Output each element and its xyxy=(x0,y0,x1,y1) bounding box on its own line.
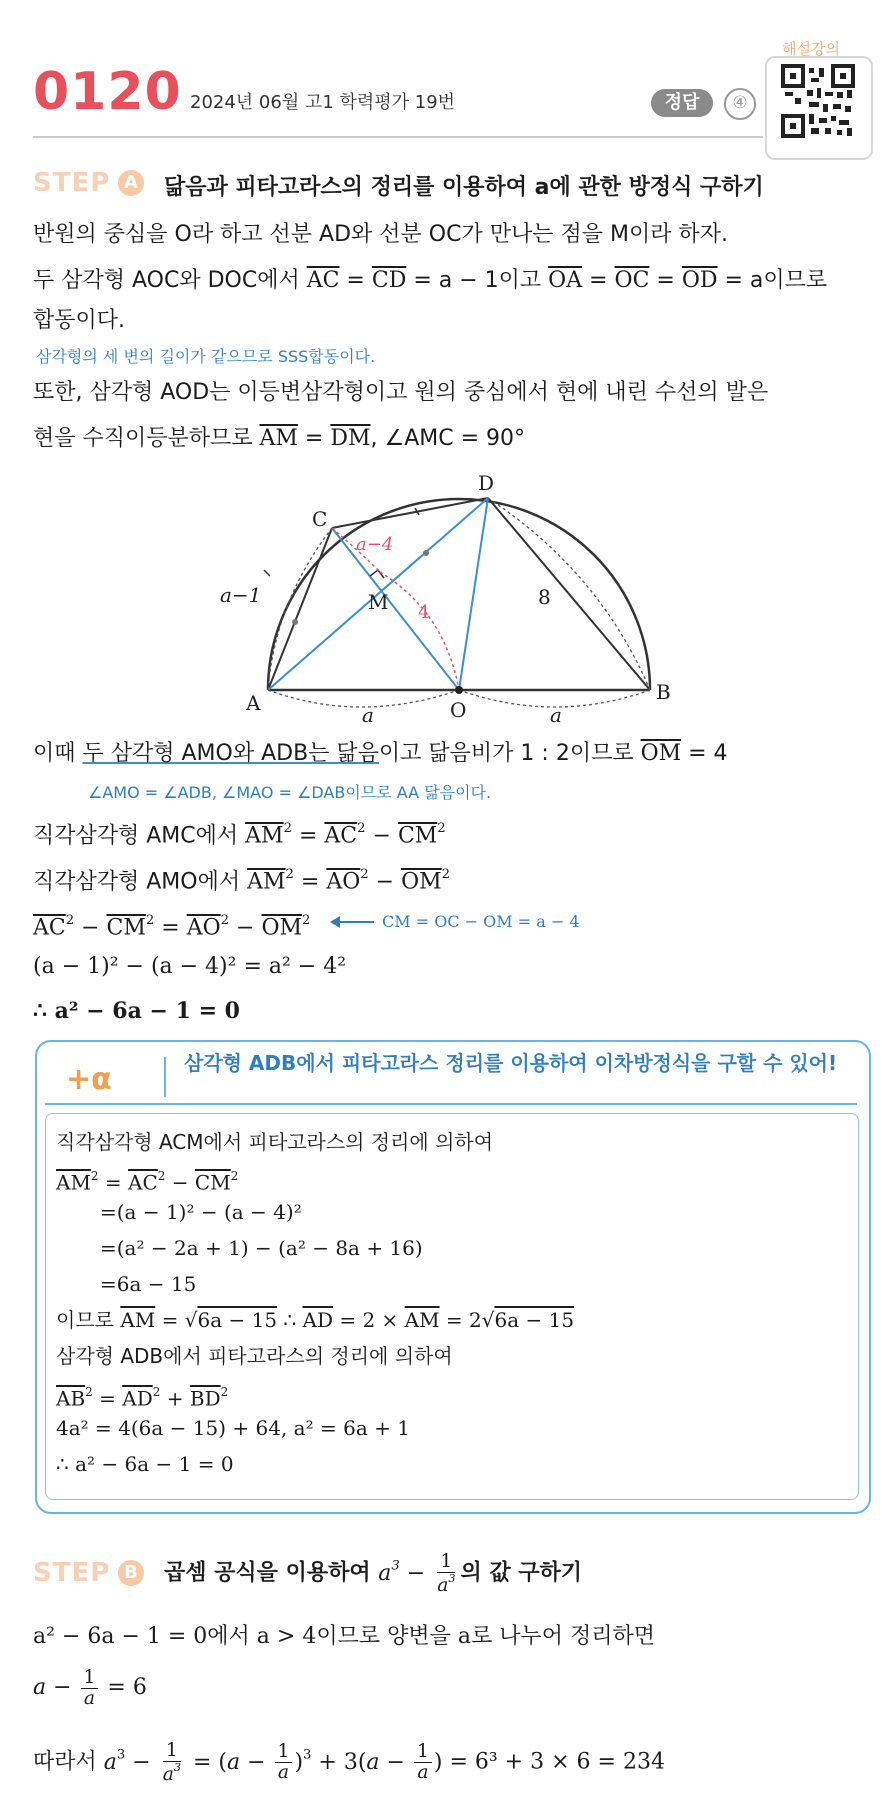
answer-label-badge: 정답 xyxy=(651,89,713,117)
segment-oa: $\overline{OA}$ xyxy=(548,268,583,293)
eq-result: ∴ a² − 6a − 1 = 0 xyxy=(33,998,240,1024)
line2-post: = a이므로 xyxy=(717,268,828,293)
label-a-minus-1: a−1 xyxy=(220,583,262,607)
answer-value: ④ xyxy=(724,88,756,120)
alpha-l3: =(a − 1)² − (a − 4)² xyxy=(100,1200,302,1224)
step-b-badge: B xyxy=(118,1560,144,1586)
segment-od-line xyxy=(459,498,488,690)
header-divider xyxy=(33,136,763,138)
step-a-badge: A xyxy=(118,170,144,196)
similarity-line xyxy=(33,737,728,771)
alpha-l7: 삼각형 ADB에서 피타고라스의 정리에 의하여 xyxy=(56,1344,453,1368)
line5-pre: 현을 수직이등분하므로 xyxy=(33,426,260,451)
line5-post: , ∠AMC = 90° xyxy=(370,426,526,451)
alpha-divider xyxy=(164,1057,166,1097)
note-cm: CM = OC − OM = a − 4 xyxy=(382,912,580,931)
label-ao-a: a xyxy=(362,703,374,724)
segment-ac: $\overline{AC}$ xyxy=(306,268,340,293)
note-aa: ∠AMO = ∠ADB, ∠MAO = ∠DAB이므로 AA 닮음이다. xyxy=(88,783,492,802)
segment-ac-line xyxy=(268,528,332,690)
line6-pre: 이때 xyxy=(33,741,83,766)
step-b-label: STEP xyxy=(33,1558,111,1588)
problem-source: 2024년 06월 고1 학력평가 19번 xyxy=(190,92,456,113)
step-b-line3-pre: 따라서 xyxy=(33,1749,104,1775)
lecture-link-label[interactable]: 해설강의 xyxy=(782,40,840,58)
note-sss: 삼각형의 세 변의 길이가 같으므로 SSS합동이다. xyxy=(36,347,376,366)
step-a-label: STEP xyxy=(33,168,111,198)
eq2-pre: 직각삼각형 AMO에서 xyxy=(33,869,248,895)
step-a-title: 닮음과 피타고라스의 정리를 이용하여 a에 관한 방정식 구하기 xyxy=(164,175,764,200)
alpha-heading: 삼각형 ADB에서 피타고라스 정리를 이용하여 이차방정식을 구할 수 있어! xyxy=(184,1051,838,1075)
tick-dot-1 xyxy=(292,619,298,625)
arc-om xyxy=(380,572,459,690)
alpha-l9: 4a² = 4(6a − 15) + 64, a² = 6a + 1 xyxy=(56,1416,410,1440)
similarity-underlined: 두 삼각형 AMO와 ADB는 닮음 xyxy=(82,741,379,766)
step-a-line1: 반원의 중심을 O라 하고 선분 AD와 선분 OC가 만나는 점을 M이라 하자. xyxy=(33,222,728,247)
plus-alpha-label: +α xyxy=(66,1062,112,1097)
qr-code-icon[interactable] xyxy=(781,64,855,138)
step-b-line2: a − $\frac{1}{a}$ = 6 xyxy=(33,1667,147,1709)
step-b-line3: 따라서 $a^3$ − $\frac{1}{a^3}$ = (a − $\frac{1}{a}$ )$^3$ + 3(a − $\frac{1}{a}$ ) = 6³ + 3 × 6 = 234 xyxy=(33,1739,665,1785)
segment-dm: $\overline{DM}$ xyxy=(330,426,371,451)
alpha-l6-pre: 이므로 xyxy=(56,1308,121,1332)
alpha-l8: $\overline{AB}^2 = \overline{AD}^2 + \overline{BD}^2$ xyxy=(56,1385,229,1411)
eq-amo: 직각삼각형 AMO에서 $\overline{AM}^2 = \overline{AO}^2 - \overline{OM}^2$ xyxy=(33,867,451,895)
segment-oc-line xyxy=(332,528,459,690)
label-a-minus-4: a−4 xyxy=(356,534,394,555)
eq-combined: $\overline{AC}^2 - \overline{CM}^2 = \overline{AO}^2 - \overline{OM}^2$ xyxy=(33,913,311,941)
label-8: 8 xyxy=(538,585,551,609)
alpha-l6-mid: ∴ xyxy=(277,1308,303,1332)
label-o: O xyxy=(450,698,467,722)
eq-amc: 직각삼각형 AMC에서 $\overline{AM}^2 = \overline{AC}^2 - \overline{CM}^2$ xyxy=(33,821,446,849)
step-b-title: 곱셈 공식을 이용하여 $a^3$ − $\frac{1}{a^3}$ 의 값 구하기 xyxy=(164,1551,583,1596)
step-a-line2: 두 삼각형 AOC와 DOC에서 $\overline{AC} = \overline{CD} = a - 1$이고 $\overline{OA} = \overline{OC} = \overline{OD} = a$이므로 xyxy=(33,268,828,293)
segment-om: $\overline{OM}$ xyxy=(640,741,682,766)
step-a-line5: 현을 수직이등분하므로 $\overline{AM} = \overline{DM}$, ∠AMC = 90° xyxy=(33,426,526,451)
segment-db-line xyxy=(488,498,650,690)
step-b-title-post: 의 값 구하기 xyxy=(460,1560,583,1586)
label-c: C xyxy=(312,507,328,531)
label-d: D xyxy=(478,471,495,495)
alpha-l4: =(a² − 2a + 1) − (a² − 8a + 16) xyxy=(100,1236,423,1260)
segment-oc: $\overline{OC}$ xyxy=(614,268,650,293)
label-ob-a: a xyxy=(550,703,562,724)
arrow-left-icon xyxy=(330,914,376,930)
label-4: 4 xyxy=(418,602,430,623)
line2-pre: 두 삼각형 AOC와 DOC에서 xyxy=(33,268,307,293)
label-m: M xyxy=(368,590,389,614)
semicircle-diagram xyxy=(220,462,680,724)
alpha-l2: $\overline{AM}^2 = \overline{AC}^2 - \overline{CM}^2$ xyxy=(56,1169,239,1195)
alpha-l10: ∴ a² − 6a − 1 = 0 xyxy=(56,1452,234,1476)
tick-mark-ac xyxy=(264,570,270,576)
tick-dot-2 xyxy=(423,550,429,556)
segment-am: $\overline{AM}$ xyxy=(259,426,298,451)
alpha-l1: 직각삼각형 ACM에서 피타고라스의 정리에 의하여 xyxy=(56,1130,494,1154)
eq1-pre: 직각삼각형 AMC에서 xyxy=(33,823,246,849)
center-o-dot xyxy=(455,686,463,694)
equals-1: = xyxy=(339,268,372,293)
segment-cd-line xyxy=(332,498,488,528)
step-a-line3: 합동이다. xyxy=(33,308,126,333)
eq-expand: (a − 1)² − (a − 4)² = a² − 4² xyxy=(33,954,347,979)
problem-number: 0120 xyxy=(33,62,182,122)
label-a: A xyxy=(246,691,261,715)
alpha-l5: =6a − 15 xyxy=(100,1272,197,1296)
alpha-l6: 이므로 $\overline{AM} = √6a - 15$ ∴ $\overline{AD} = 2 \times \overline{AM} = 2√6a - 15$ xyxy=(56,1308,575,1332)
segment-od: $\overline{OD}$ xyxy=(681,268,718,293)
label-b: B xyxy=(656,680,671,704)
step-b-line1: a² − 6a − 1 = 0에서 a > 4이므로 양변을 a로 나누어 정리하면 xyxy=(33,1624,655,1649)
alpha-header-rule xyxy=(45,1103,857,1105)
step-b-title-pre: 곱셈 공식을 이용하여 xyxy=(164,1560,379,1586)
step-b-line3-post: = 6³ + 3 × 6 = 234 xyxy=(442,1749,665,1775)
step-a-line4: 또한, 삼각형 AOD는 이등변삼각형이고 원의 중심에서 현에 내린 수선의 발은 xyxy=(33,380,769,405)
line2-mid2: = a − 1이고 xyxy=(406,268,549,293)
segment-cd: $\overline{CD}$ xyxy=(371,268,407,293)
line6-post: 이고 닮음비가 1 : 2이므로 xyxy=(378,741,641,766)
om-value: = 4 xyxy=(681,741,728,766)
